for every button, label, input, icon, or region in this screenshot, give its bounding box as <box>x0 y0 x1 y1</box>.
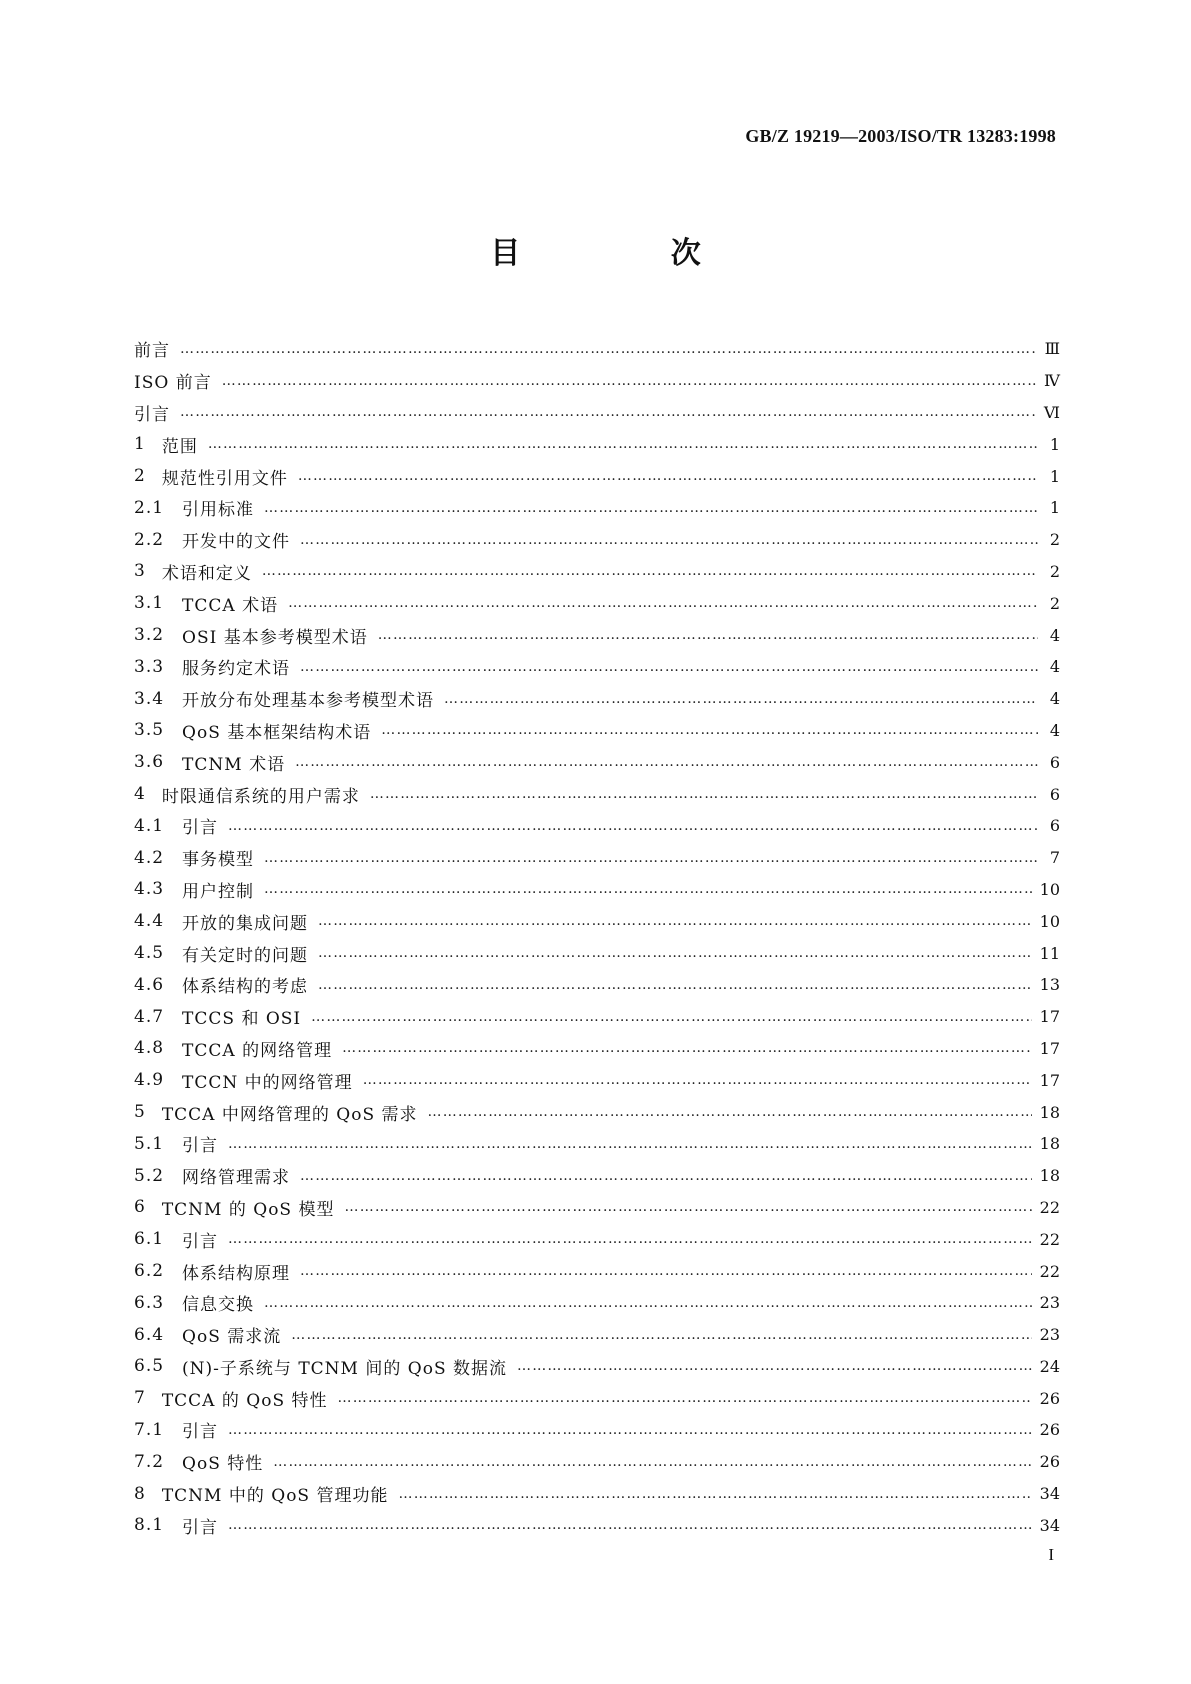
toc-entry[interactable] <box>134 1446 1060 1478</box>
toc-entry-title: 网络管理需求 <box>182 1168 291 1189</box>
toc-entry-page: 10 <box>1039 911 1060 931</box>
toc-dot-leader <box>318 913 1032 929</box>
toc-entry-title: 引言 <box>182 1136 219 1157</box>
toc-entry[interactable] <box>134 619 1060 651</box>
toc-entry-page: 4 <box>1049 657 1060 677</box>
toc-entry-page: 22 <box>1039 1197 1060 1217</box>
toc-entry-page: 2 <box>1049 530 1060 550</box>
toc-entry-number: 3.6 <box>134 752 165 773</box>
toc-entry-title: TCCA 的网络管理 <box>182 1040 333 1061</box>
toc-entry-number: 5 <box>134 1102 146 1123</box>
toc-dot-leader <box>363 1072 1032 1088</box>
toc-entry[interactable] <box>134 1033 1060 1065</box>
toc-entry-number: 2.2 <box>134 529 165 550</box>
toc-entry[interactable] <box>134 1351 1060 1383</box>
toc-entry[interactable] <box>134 1064 1060 1096</box>
toc-entry[interactable] <box>134 937 1060 969</box>
toc-entry[interactable] <box>134 333 1060 365</box>
toc-entry-page: 4 <box>1049 689 1060 709</box>
toc-entry-page: 34 <box>1039 1484 1060 1504</box>
toc-dot-leader <box>300 1168 1032 1184</box>
toc-dot-leader <box>318 945 1032 961</box>
toc-entry-page: 1 <box>1049 498 1060 518</box>
toc-entry-page: 24 <box>1039 1356 1060 1376</box>
toc-entry[interactable] <box>134 746 1060 778</box>
toc-dot-leader <box>264 850 1038 866</box>
toc-entry[interactable] <box>134 683 1060 715</box>
toc-entry-title: 服务约定术语 <box>182 659 291 680</box>
toc-entry-title: 引言 <box>134 404 170 425</box>
toc-entry[interactable] <box>134 1287 1060 1319</box>
toc-dot-leader <box>264 1295 1032 1311</box>
toc-entry[interactable] <box>134 1096 1060 1128</box>
toc-entry-page: 26 <box>1039 1388 1060 1408</box>
toc-entry-number: 6 <box>134 1197 146 1218</box>
page-title: 目 次 <box>490 236 771 271</box>
toc-entry-title: 时限通信系统的用户需求 <box>161 786 360 807</box>
toc-entry-page: 18 <box>1039 1134 1060 1154</box>
toc-entry-title: 引言 <box>182 1517 219 1538</box>
toc-entry-page: 17 <box>1039 1070 1060 1090</box>
toc-entry-page: 26 <box>1039 1452 1060 1472</box>
toc-entry-number: 4.9 <box>134 1070 165 1091</box>
toc-entry-title: TCCS 和 OSI <box>182 1009 302 1030</box>
toc-entry-number: 4.2 <box>134 847 165 868</box>
toc-entry-title: TCCA 术语 <box>182 595 279 616</box>
toc-entry-title: TCNM 的 QoS 模型 <box>161 1199 335 1220</box>
toc-entry-title: 引言 <box>182 1422 219 1443</box>
toc-entry-title: 开放的集成问题 <box>182 913 309 934</box>
toc-dot-leader <box>295 754 1038 770</box>
toc-dot-leader <box>298 468 1038 484</box>
toc-entry-page: 23 <box>1039 1325 1060 1345</box>
toc-entry[interactable] <box>134 1509 1060 1541</box>
toc-dot-leader <box>228 1231 1032 1247</box>
toc-entry-page: 11 <box>1039 943 1060 963</box>
toc-entry-number: 2.1 <box>134 497 165 518</box>
toc-entry[interactable] <box>134 651 1060 683</box>
toc-dot-leader <box>264 881 1032 897</box>
toc-entry-title: 开发中的文件 <box>182 532 291 553</box>
toc-entry-title: TCNM 中的 QoS 管理功能 <box>161 1486 389 1507</box>
toc-dot-leader <box>222 373 1036 389</box>
toc-entry-page: 34 <box>1039 1515 1060 1535</box>
toc-entry-title: QoS 基本框架结构术语 <box>182 722 372 743</box>
toc-entry[interactable] <box>134 1414 1060 1446</box>
toc-entry[interactable] <box>134 524 1060 556</box>
toc-entry-number: 5.1 <box>134 1133 165 1154</box>
toc-entry-page: 4 <box>1049 720 1060 740</box>
toc-entry[interactable] <box>134 428 1060 460</box>
toc-entry-page: 10 <box>1039 879 1060 899</box>
toc-entry[interactable] <box>134 1001 1060 1033</box>
toc-entry[interactable] <box>134 492 1060 524</box>
toc-entry-number: 4.5 <box>134 943 165 964</box>
toc-dot-leader <box>262 563 1038 579</box>
toc-entry-number: 4 <box>134 784 146 805</box>
toc-dot-leader <box>264 500 1038 516</box>
toc-entry-number: 6.4 <box>134 1324 165 1345</box>
toc-dot-leader <box>517 1358 1032 1374</box>
toc-entry-page: 23 <box>1039 1293 1060 1313</box>
toc-entry[interactable] <box>134 1255 1060 1287</box>
toc-entry-number: 4.6 <box>134 974 165 995</box>
toc-entry-number: 3.2 <box>134 625 165 646</box>
toc-dot-leader <box>180 341 1037 357</box>
toc-entry[interactable] <box>134 1192 1060 1224</box>
toc-entry[interactable] <box>134 1128 1060 1160</box>
toc-entry[interactable] <box>134 397 1060 429</box>
toc-entry-title: (N)-子系统与 TCNM 间的 QoS 数据流 <box>182 1358 507 1379</box>
toc-entry-page: 22 <box>1039 1229 1060 1249</box>
toc-entry-title: 前言 <box>134 341 170 362</box>
toc-entry-title: 用户控制 <box>182 881 255 902</box>
toc-entry[interactable] <box>134 842 1060 874</box>
toc-dot-leader <box>228 818 1038 834</box>
toc-entry-title: 体系结构的考虑 <box>182 977 309 998</box>
toc-entry[interactable] <box>134 587 1060 619</box>
toc-entry[interactable] <box>134 1382 1060 1414</box>
toc-entry-title: QoS 需求流 <box>182 1327 282 1348</box>
toc-entry-title: 开放分布处理基本参考模型术语 <box>182 691 435 712</box>
toc-dot-leader <box>208 436 1038 452</box>
toc-dot-leader <box>300 532 1038 548</box>
toc-entry-title: TCCN 中的网络管理 <box>182 1072 353 1093</box>
toc-entry-number: 4.1 <box>134 815 165 836</box>
toc-dot-leader <box>399 1486 1032 1502</box>
toc-entry-page: 2 <box>1049 561 1060 581</box>
toc-entry-title: 体系结构原理 <box>182 1263 291 1284</box>
toc-entry-number: 3 <box>134 561 146 582</box>
toc-entry-number: 2 <box>134 466 146 487</box>
toc-entry-page: 17 <box>1039 1038 1060 1058</box>
toc-entry[interactable] <box>134 874 1060 906</box>
table-of-contents <box>134 333 1060 1541</box>
toc-dot-leader <box>288 595 1038 611</box>
toc-entry-page: Ⅵ <box>1043 402 1060 422</box>
toc-entry-page: 1 <box>1049 466 1060 486</box>
toc-entry[interactable] <box>134 460 1060 492</box>
toc-dot-leader <box>342 1040 1032 1056</box>
toc-dot-leader <box>228 1136 1032 1152</box>
toc-entry[interactable] <box>134 1223 1060 1255</box>
toc-entry-page: Ⅳ <box>1044 371 1060 391</box>
toc-entry-title: QoS 特性 <box>182 1454 264 1475</box>
toc-entry-title: TCNM 术语 <box>182 754 286 775</box>
toc-dot-leader <box>370 786 1038 802</box>
toc-entry-number: 8.1 <box>134 1515 165 1536</box>
toc-entry-number: 4.8 <box>134 1038 165 1059</box>
toc-dot-leader <box>300 1263 1032 1279</box>
toc-entry-page: 26 <box>1039 1420 1060 1440</box>
toc-entry-title: 有关定时的问题 <box>182 945 309 966</box>
toc-dot-leader <box>428 1104 1032 1120</box>
toc-entry-page: 7 <box>1049 848 1060 868</box>
toc-entry[interactable] <box>134 715 1060 747</box>
toc-entry[interactable] <box>134 365 1060 397</box>
toc-entry-page: 17 <box>1039 1007 1060 1027</box>
toc-entry-number: 3.1 <box>134 593 165 614</box>
toc-entry-number: 8 <box>134 1483 146 1504</box>
toc-entry-page: 13 <box>1039 975 1060 995</box>
toc-entry-title: 信息交换 <box>182 1295 255 1316</box>
toc-entry[interactable] <box>134 1160 1060 1192</box>
toc-dot-leader <box>338 1390 1032 1406</box>
toc-entry[interactable] <box>134 1478 1060 1510</box>
toc-dot-leader <box>291 1327 1031 1343</box>
toc-entry-title: 引用标准 <box>182 500 255 521</box>
toc-entry-number: 4.7 <box>134 1006 165 1027</box>
toc-entry-number: 6.1 <box>134 1229 165 1250</box>
toc-entry[interactable] <box>134 810 1060 842</box>
toc-entry-page: 6 <box>1049 816 1060 836</box>
toc-entry-title: OSI 基本参考模型术语 <box>182 627 368 648</box>
toc-entry-number: 3.5 <box>134 720 165 741</box>
toc-entry-title: 规范性引用文件 <box>161 468 288 489</box>
toc-entry[interactable] <box>134 778 1060 810</box>
toc-dot-leader <box>311 1009 1031 1025</box>
toc-dot-leader <box>228 1517 1032 1533</box>
toc-dot-leader <box>378 627 1038 643</box>
toc-entry-title: 引言 <box>182 818 219 839</box>
toc-entry-title: 范围 <box>161 436 198 457</box>
toc-entry-number: 3.4 <box>134 688 165 709</box>
toc-entry-number: 6.5 <box>134 1356 165 1377</box>
toc-entry-title: TCCA 中网络管理的 QoS 需求 <box>161 1104 418 1125</box>
toc-entry-number: 6.2 <box>134 1261 165 1281</box>
toc-entry-number: 7.2 <box>134 1451 165 1472</box>
standard-code: GB/Z 19219—2003/ISO/TR 13283:1998 <box>745 126 1056 146</box>
toc-entry-title: 术语和定义 <box>161 563 252 584</box>
toc-dot-leader <box>345 1199 1032 1215</box>
toc-entry-page: 22 <box>1039 1261 1060 1281</box>
toc-entry-number: 4.4 <box>134 911 165 932</box>
toc-entry-page: 18 <box>1039 1166 1060 1186</box>
toc-dot-leader <box>318 977 1032 993</box>
toc-dot-leader <box>273 1454 1031 1470</box>
toc-entry-page: 1 <box>1049 434 1060 454</box>
toc-entry-number: 4.3 <box>134 879 165 900</box>
toc-dot-leader <box>228 1422 1032 1438</box>
toc-entry-number: 3.3 <box>134 656 165 677</box>
toc-dot-leader <box>180 404 1036 420</box>
toc-dot-leader <box>381 722 1038 738</box>
toc-entry[interactable] <box>134 1319 1060 1351</box>
toc-entry[interactable] <box>134 969 1060 1001</box>
toc-entry-title: 事务模型 <box>182 850 255 871</box>
toc-entry-number: 7.1 <box>134 1419 165 1440</box>
toc-entry[interactable] <box>134 905 1060 937</box>
toc-entry-page: 4 <box>1049 625 1060 645</box>
page-number: I <box>1048 1545 1054 1564</box>
toc-entry-page: 6 <box>1049 784 1060 804</box>
toc-entry-page: 6 <box>1049 752 1060 772</box>
toc-entry[interactable] <box>134 556 1060 588</box>
toc-entry-number: 6.3 <box>134 1292 165 1313</box>
toc-entry-page: Ⅲ <box>1044 339 1060 359</box>
toc-dot-leader <box>300 659 1038 675</box>
toc-entry-title: ISO 前言 <box>134 373 212 394</box>
toc-entry-number: 1 <box>134 434 146 455</box>
toc-entry-number: 5.2 <box>134 1165 165 1186</box>
toc-dot-leader <box>444 691 1038 707</box>
toc-entry-title: 引言 <box>182 1231 219 1252</box>
toc-entry-title: TCCA 的 QoS 特性 <box>161 1390 328 1411</box>
toc-entry-number: 7 <box>134 1388 146 1409</box>
toc-entry-page: 18 <box>1039 1102 1060 1122</box>
toc-entry-page: 2 <box>1049 593 1060 613</box>
